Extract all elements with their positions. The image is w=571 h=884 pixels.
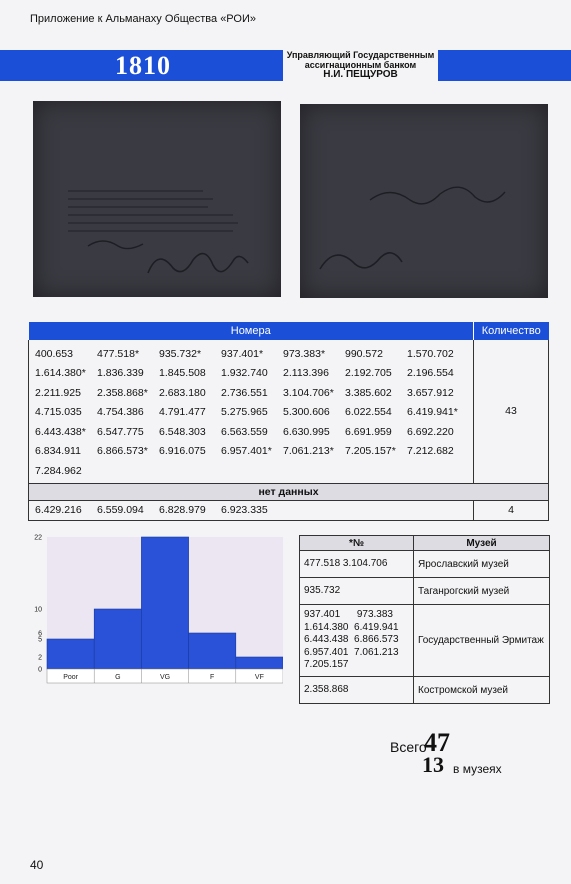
museum-number-line: 1.614.380 6.419.941 bbox=[304, 621, 399, 633]
no-data-number: 6.923.335 bbox=[221, 504, 268, 517]
serial-number: 1.932.740 bbox=[221, 367, 268, 380]
serial-number: 6.563.559 bbox=[221, 425, 268, 438]
serial-number: 7.212.682 bbox=[407, 445, 454, 458]
museum-name-header: Музей bbox=[414, 536, 550, 551]
serial-number: 5.275.965 bbox=[221, 406, 268, 419]
serial-number: 3.385.602 bbox=[345, 386, 392, 399]
no-data-number: 6.559.094 bbox=[97, 504, 144, 517]
x-tick-label: G bbox=[115, 674, 121, 681]
serial-numbers-row bbox=[35, 422, 469, 442]
quantity-value: 43 bbox=[474, 340, 549, 483]
serial-numbers-row bbox=[35, 344, 469, 364]
serial-number: 6.834.911 bbox=[35, 445, 81, 458]
serial-number: 6.443.438* bbox=[35, 425, 86, 438]
banknote-front-image bbox=[33, 101, 281, 297]
serial-number: 2.683.180 bbox=[159, 386, 206, 399]
bar-poor bbox=[47, 639, 94, 669]
no-data-header: нет данных bbox=[29, 483, 549, 500]
serial-number: 6.866.573* bbox=[97, 445, 148, 458]
serial-number: 6.630.995 bbox=[283, 425, 330, 438]
serial-number: 6.022.554 bbox=[345, 406, 392, 419]
serial-numbers-row bbox=[35, 364, 469, 384]
blue-banner-right bbox=[438, 50, 571, 81]
serial-number: 6.548.303 bbox=[159, 425, 206, 438]
bar-f bbox=[189, 633, 236, 669]
serial-number: 973.383* bbox=[283, 347, 326, 360]
museum-row-name: Ярославский музей bbox=[414, 551, 550, 578]
serial-number: 2.196.554 bbox=[407, 367, 454, 380]
serial-number: 3.104.706* bbox=[283, 386, 334, 399]
museum-row-numbers: 935.732 bbox=[300, 578, 414, 605]
serial-number: 2.736.551 bbox=[221, 386, 268, 399]
serial-numbers-row bbox=[35, 442, 469, 462]
serial-number: 3.657.912 bbox=[407, 386, 454, 399]
serial-number: 5.300.606 bbox=[283, 406, 330, 419]
y-tick-label: 5 bbox=[38, 636, 42, 644]
serial-numbers-grid bbox=[29, 340, 474, 483]
museum-row-name: Костромской музей bbox=[414, 677, 550, 704]
no-data-number: 6.429.216 bbox=[35, 504, 82, 517]
serial-number: 937.401* bbox=[221, 347, 264, 360]
page-number: 40 bbox=[30, 858, 44, 872]
banknote-back-image bbox=[300, 104, 548, 298]
almanac-header: Приложение к Альманаху Общества «РОИ» bbox=[30, 13, 256, 25]
bank-line-2: ассигнационным банком bbox=[304, 60, 417, 70]
serial-number: 7.061.213* bbox=[283, 445, 334, 458]
museum-number-line: 6.443.438 6.866.573 bbox=[304, 634, 399, 646]
serial-number: 6.916.075 bbox=[159, 445, 206, 458]
y-tick-label: 0 bbox=[38, 666, 42, 674]
serial-number: 1.570.702 bbox=[407, 347, 454, 360]
museum-number-line: 7.205.157 bbox=[304, 659, 349, 671]
total-label: Всего bbox=[390, 739, 427, 755]
serial-numbers-row bbox=[35, 403, 469, 423]
serial-number: 990.572 bbox=[345, 347, 383, 360]
x-tick-label: VG bbox=[159, 674, 171, 681]
museum-row-name: Таганрогский музей bbox=[414, 578, 550, 605]
museum-row-numbers: 2.358.868 bbox=[300, 677, 414, 704]
x-tick-label: Poor bbox=[63, 674, 78, 681]
serial-number: 400.653 bbox=[35, 347, 73, 360]
no-data-number: 6.828.979 bbox=[159, 504, 206, 517]
serial-number: 935.732* bbox=[159, 347, 202, 360]
serial-number: 6.691.959 bbox=[345, 425, 392, 438]
serial-number: 2.113.396 bbox=[283, 367, 329, 380]
serial-number: 6.419.941* bbox=[407, 406, 458, 419]
museums-label: в музеях bbox=[453, 762, 502, 776]
serial-number: 7.205.157* bbox=[345, 445, 396, 458]
museum-row-name: Государственный Эрмитаж bbox=[414, 605, 550, 677]
bank-line-1: Управляющий Государственным bbox=[286, 50, 435, 60]
serial-number: 2.211.925 bbox=[35, 386, 81, 399]
bar-vf bbox=[236, 657, 283, 669]
serial-numbers-table bbox=[28, 322, 549, 521]
serial-number: 6.692.220 bbox=[407, 425, 454, 438]
museum-number-line: 937.401 973.383 bbox=[304, 609, 393, 621]
bar-g bbox=[94, 609, 141, 669]
year-title: 1810 bbox=[115, 51, 171, 80]
museums-count: 13 bbox=[422, 752, 444, 777]
no-data-numbers bbox=[29, 500, 474, 521]
serial-number: 6.957.401* bbox=[221, 445, 272, 458]
museum-number-line: 6.957.401 7.061.213 bbox=[304, 646, 399, 658]
museum-row-numbers: 477.518 3.104.706 bbox=[300, 551, 414, 578]
x-tick-label: F bbox=[210, 674, 215, 681]
serial-numbers-row bbox=[35, 383, 469, 403]
y-tick-label: 6 bbox=[38, 630, 42, 638]
bar-vg bbox=[141, 537, 188, 669]
museum-row-numbers bbox=[300, 605, 414, 677]
bank-manager-name: Н.И. ПЕЩУРОВ bbox=[323, 69, 398, 80]
y-tick-label: 10 bbox=[34, 606, 42, 614]
total-value: 47 bbox=[424, 728, 450, 757]
condition-bar-chart bbox=[30, 532, 283, 686]
numbers-column-header: Номера bbox=[29, 322, 474, 340]
serial-number: 1.614.380* bbox=[35, 367, 86, 380]
serial-numbers-row bbox=[35, 461, 469, 481]
y-tick-label: 2 bbox=[38, 654, 42, 662]
x-tick-label: VF bbox=[254, 674, 264, 681]
bank-manager-caption bbox=[283, 50, 438, 80]
serial-number: 477.518* bbox=[97, 347, 140, 360]
no-data-quantity: 4 bbox=[474, 500, 549, 521]
quantity-column-header: Количество bbox=[474, 322, 549, 340]
serial-number: 4.791.477 bbox=[159, 406, 206, 419]
serial-number: 1.836.339 bbox=[97, 367, 144, 380]
museum-number-header: *№ bbox=[300, 536, 414, 551]
serial-number: 7.284.962 bbox=[35, 464, 82, 477]
museums-table bbox=[299, 535, 550, 704]
banknote-front-drawing bbox=[33, 101, 281, 297]
serial-number: 6.547.775 bbox=[97, 425, 144, 438]
serial-number: 4.754.386 bbox=[97, 406, 144, 419]
serial-number: 1.845.508 bbox=[159, 367, 206, 380]
serial-number: 2.358.868* bbox=[97, 386, 148, 399]
banknote-back-drawing bbox=[300, 104, 548, 298]
serial-number: 2.192.705 bbox=[345, 367, 392, 380]
serial-number: 4.715.035 bbox=[35, 406, 82, 419]
y-tick-label: 22 bbox=[34, 534, 42, 542]
